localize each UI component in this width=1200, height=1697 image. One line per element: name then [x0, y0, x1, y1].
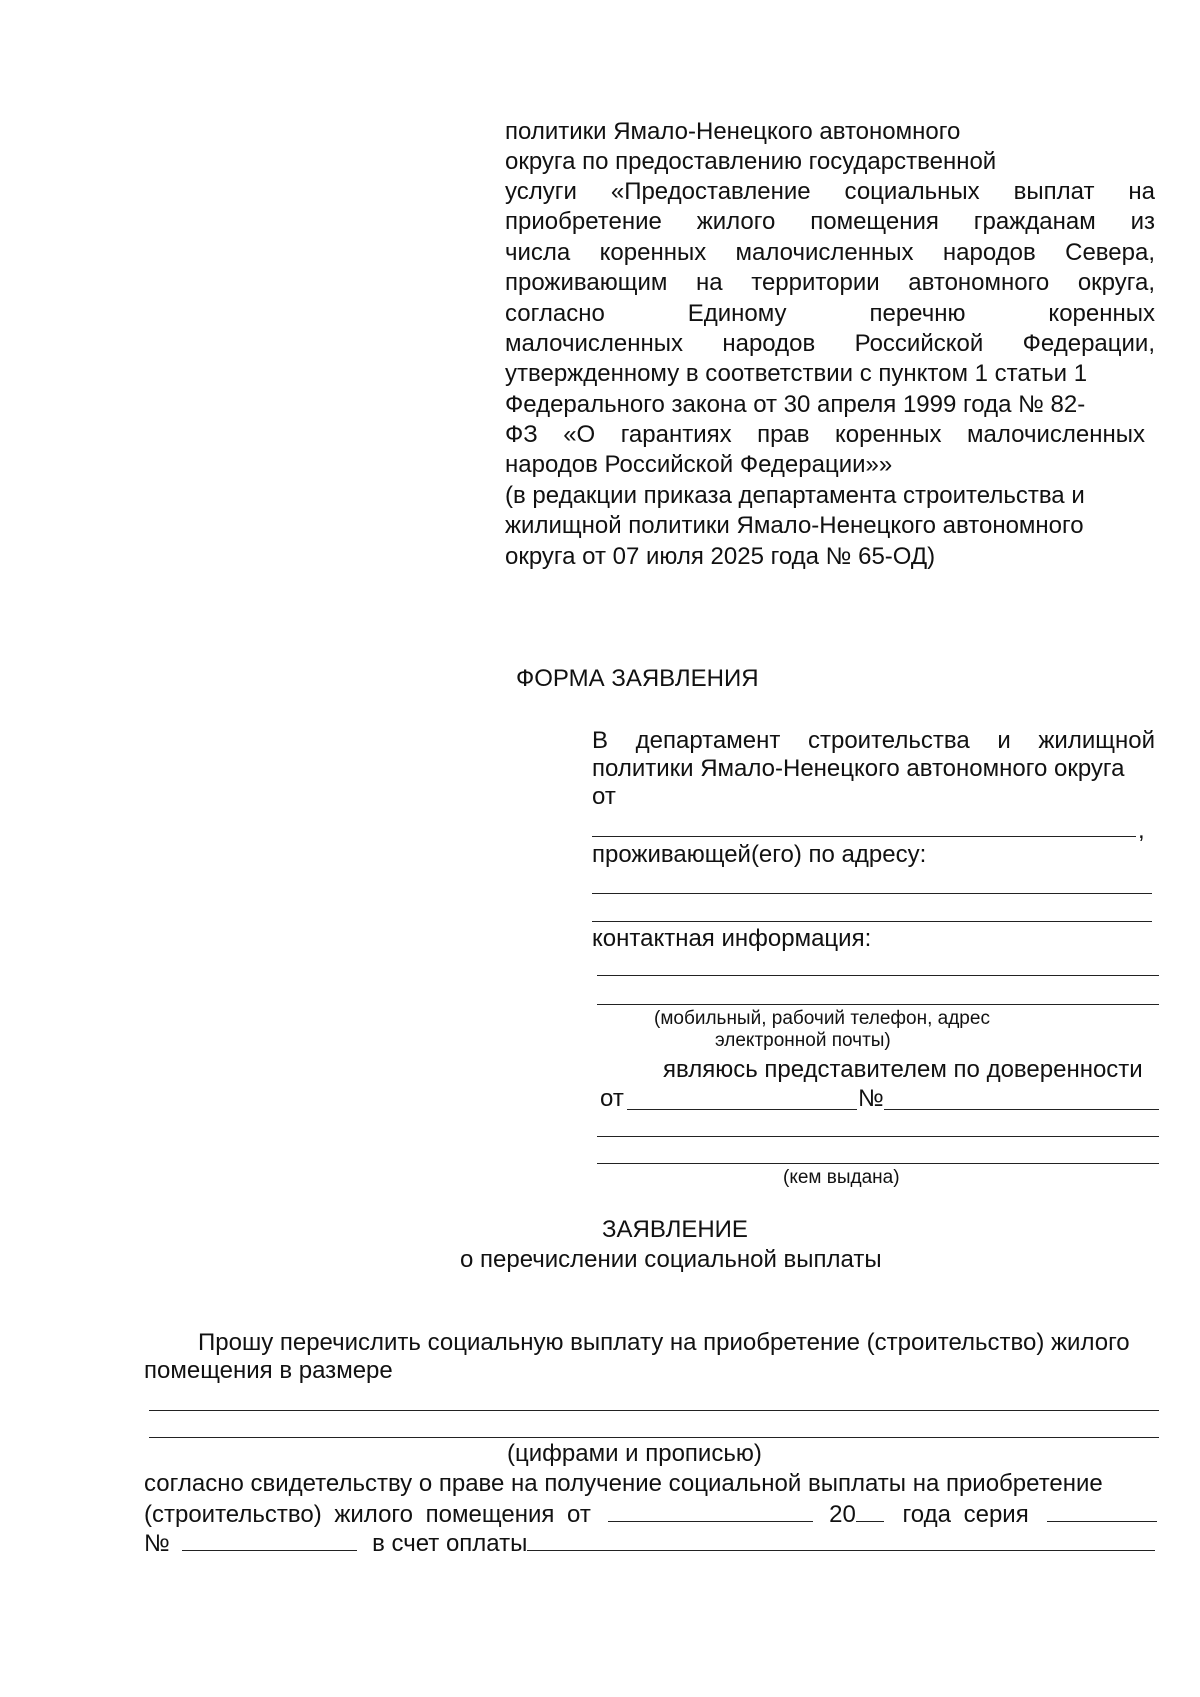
applicant-name-field[interactable] — [592, 836, 1136, 837]
contact-hint: (мобильный, рабочий телефон, адрес — [654, 1008, 990, 1029]
rep-number-label: № — [858, 1085, 884, 1112]
contact-field-2[interactable] — [597, 1004, 1159, 1005]
issued-by-field-2[interactable] — [597, 1163, 1159, 1164]
header-line: жилищной политики Ямало-Ненецкого автономного — [505, 512, 1084, 539]
year-field[interactable] — [856, 1501, 884, 1522]
header-line: услуги «Предоставление социальных выплат на — [505, 178, 1155, 205]
certificate-number-line — [144, 1530, 1164, 1556]
header-line: приобретение жилого помещения гражданам из — [505, 208, 1155, 235]
payment-purpose-field[interactable] — [527, 1530, 1155, 1551]
comma: , — [1138, 817, 1145, 844]
form-title: ФОРМА ЗАЯВЛЕНИЯ — [516, 665, 759, 692]
header-line: ФЗ «О гарантиях прав коренных малочисленных — [505, 421, 1145, 448]
header-line: (в редакции приказа департамента строительства и — [505, 482, 1085, 509]
from-label: от — [592, 783, 616, 810]
statement-subtitle: о перечислении социальной выплаты — [460, 1246, 882, 1273]
proxy-number-field[interactable] — [884, 1109, 1159, 1110]
header-line: утвержденному в соответствии с пунктом 1 статьи 1 — [505, 360, 1088, 387]
header-line: согласно Единому перечню коренных — [505, 300, 1155, 327]
certificate-from-text: (строительство) жилого помещения от — [144, 1501, 591, 1528]
addressee-line: политики Ямало-Ненецкого автономного округа — [592, 755, 1125, 782]
series-label: года серия — [902, 1501, 1029, 1528]
header-line: округа по предоставлению государственной — [505, 148, 997, 175]
proxy-date-field[interactable] — [627, 1109, 857, 1110]
amount-hint: (цифрами и прописью) — [507, 1440, 762, 1467]
address-field-2[interactable] — [592, 921, 1152, 922]
issued-by-field-1[interactable] — [597, 1136, 1159, 1137]
header-line: народов Российской Федерации»» — [505, 451, 893, 478]
header-line: политики Ямало-Ненецкого автономного — [505, 118, 961, 145]
header-line: проживающим на территории автономного округа, — [505, 269, 1155, 296]
series-field[interactable] — [1047, 1501, 1157, 1522]
statement-title: ЗАЯВЛЕНИЕ — [602, 1216, 748, 1243]
contact-field-1[interactable] — [597, 975, 1159, 976]
addressee-line: В департамент строительства и жилищной — [592, 727, 1155, 754]
certificate-date-field[interactable] — [608, 1501, 813, 1522]
header-line: Федерального закона от 30 апреля 1999 года № 82- — [505, 391, 1086, 418]
certificate-number-field[interactable] — [182, 1530, 357, 1551]
contact-label: контактная информация: — [592, 925, 872, 952]
certificate-date-line — [144, 1501, 1164, 1527]
amount-field-1[interactable] — [149, 1410, 1159, 1411]
rep-from-label: от — [600, 1085, 624, 1112]
year-prefix: 20 — [829, 1501, 856, 1528]
amount-field-2[interactable] — [149, 1437, 1159, 1438]
number-label: № — [144, 1530, 170, 1557]
header-line: малочисленных народов Российской Федерации, — [505, 330, 1155, 357]
request-paragraph: помещения в размере — [144, 1357, 393, 1384]
contact-hint: электронной почты) — [715, 1030, 891, 1051]
representative-label: являюсь представителем по доверенности — [663, 1056, 1143, 1083]
address-field-1[interactable] — [592, 893, 1152, 894]
residing-label: проживающей(его) по адресу: — [592, 841, 927, 868]
request-paragraph: Прошу перечислить социальную выплату на приобретение (строительство) жилого — [198, 1329, 1130, 1356]
issued-by-hint: (кем выдана) — [783, 1167, 900, 1188]
header-line: округа от 07 июля 2025 года № 65-ОД) — [505, 543, 936, 570]
header-line: числа коренных малочисленных народов Севера, — [505, 239, 1155, 266]
payment-label: в счет оплаты — [372, 1530, 528, 1557]
certificate-paragraph: согласно свидетельству о праве на получение социальной выплаты на приобретение — [144, 1470, 1103, 1497]
